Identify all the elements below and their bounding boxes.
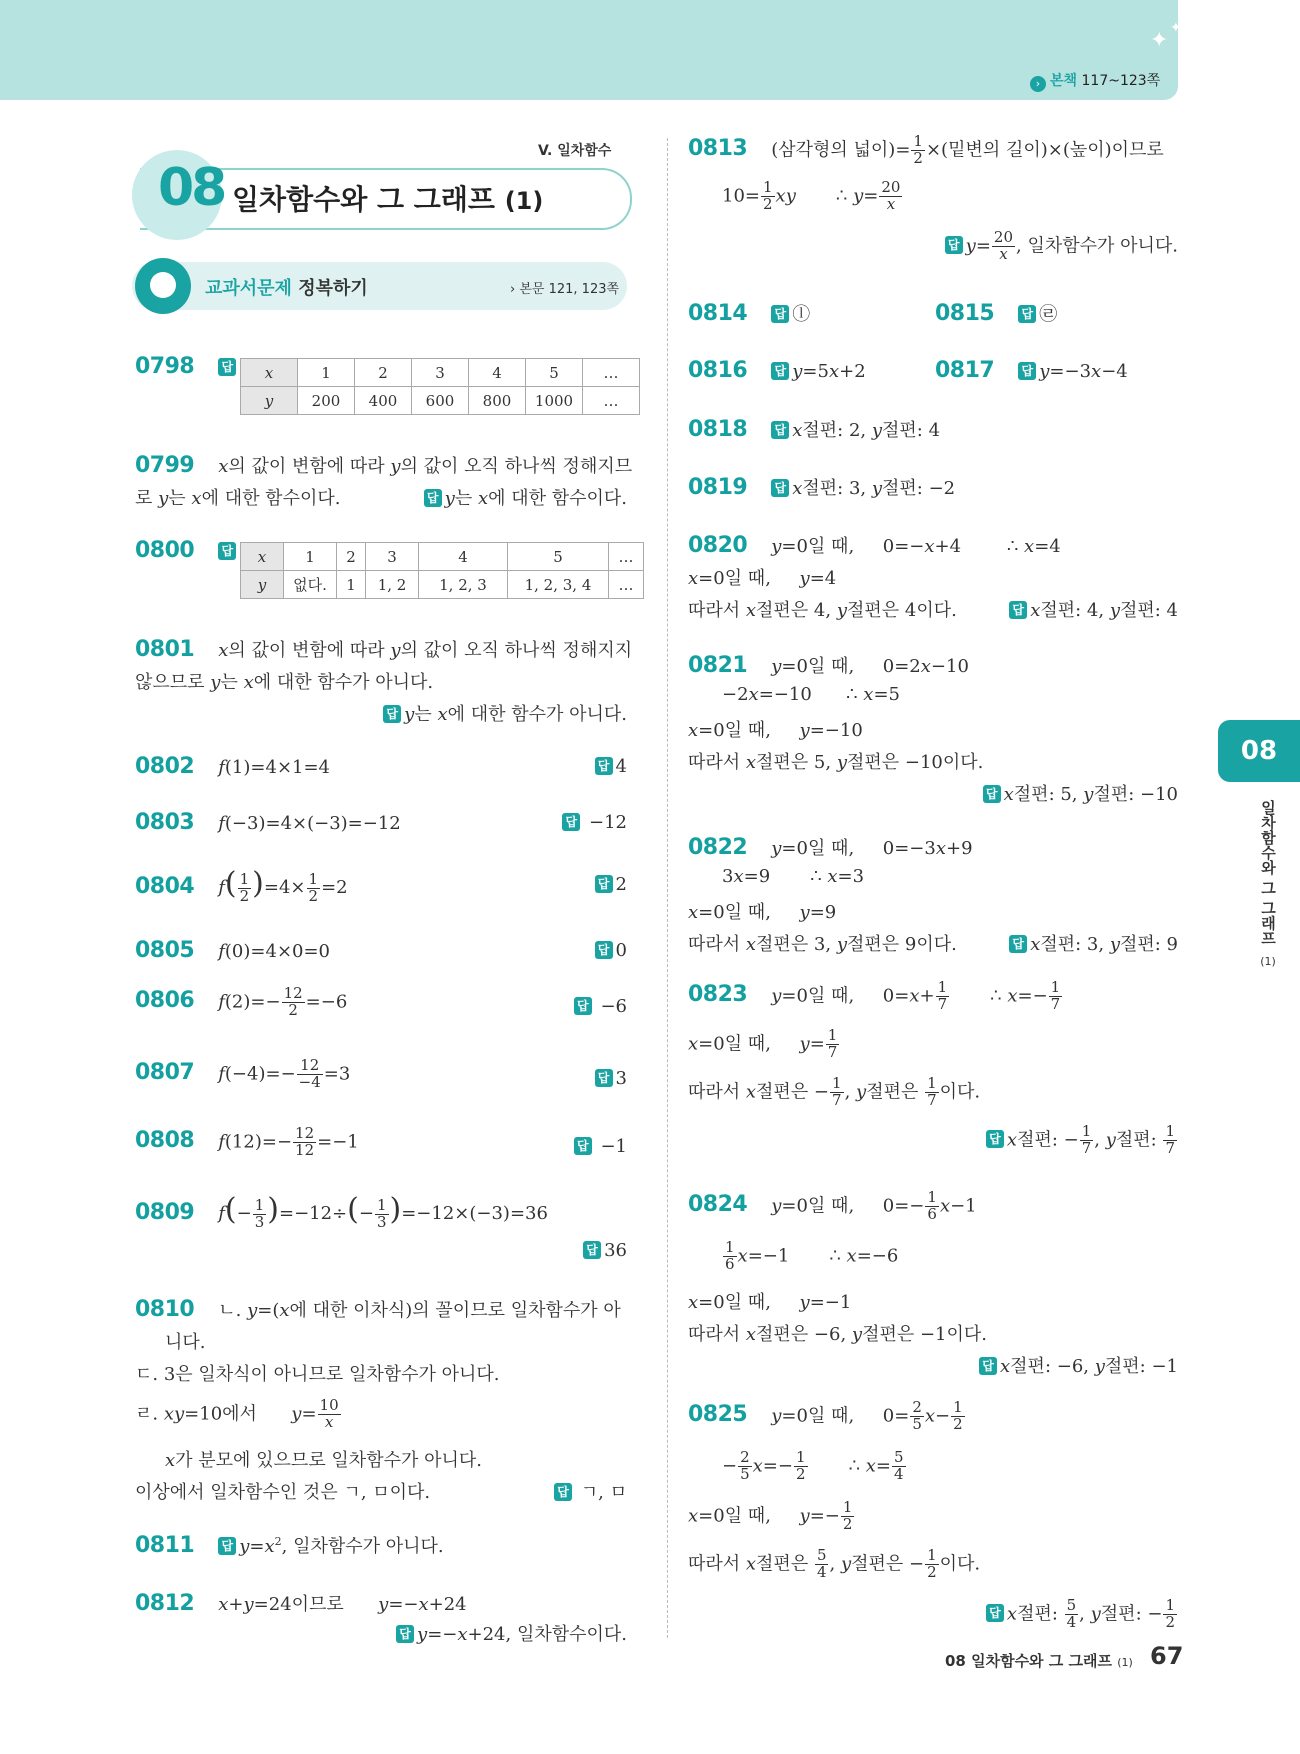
answer-0802: 답 4 xyxy=(500,756,627,777)
answer-0810: 답 ㄱ, ㅁ xyxy=(500,1478,627,1504)
chapter-number: 08 xyxy=(158,158,225,218)
problem-0798: 0798 답 xyxy=(135,354,239,379)
problem-0821-line4: 따라서 x절편은 5, y절편은 −10이다. xyxy=(688,752,984,773)
answer-0820: 답 x절편: 4, y절편: 4 xyxy=(960,596,1178,622)
table-0800-grid: x 1 2 3 4 5 … y 없다. 1 1, 2 1, 2, 3 1, 2, 3, 4 … xyxy=(240,542,644,599)
problem-0813-line2: 10= $\frac{1}{2}$ xy ∴ y= $\frac{20}{x}$ xyxy=(722,178,901,213)
sparkle-icon: ✦ xyxy=(1170,20,1182,36)
answer-0807: 답 3 xyxy=(500,1068,627,1089)
answer-0799: 답 y는 x에 대한 함수이다. xyxy=(380,484,627,510)
answer-0821: 답 x절편: 5, y절편: −10 xyxy=(930,780,1178,806)
answer-0804: 답 2 xyxy=(500,874,627,895)
problem-0807: 0807 f(−4)=− $\frac{12}{-4}$ =3 xyxy=(135,1056,351,1091)
problem-0808: 0808 f(12)=− $\frac{12}{12}$ =−1 xyxy=(135,1124,359,1159)
problem-0810-line2: 니다. xyxy=(165,1332,206,1353)
problem-0809: 0809 f(− $\frac{1}{3}$ )=−12÷(− $\frac{1}{3}$ )=−12×(−3)=36 xyxy=(135,1192,548,1231)
answer-0824: 답 x절편: −6, y절편: −1 xyxy=(930,1352,1178,1378)
problem-0803: 0803 f(−3)=4×(−3)=−12 xyxy=(135,810,401,835)
problem-0811: 0811 답 $y=x^2$, 일차함수가 아니다. xyxy=(135,1533,444,1558)
table-0800 xyxy=(240,542,644,599)
problem-0821-line2: −2x=−10 ∴ x=5 xyxy=(722,684,900,705)
problem-0806: 0806 f(2)=− $\frac{12}{2}$ =−6 xyxy=(135,984,348,1019)
problem-0799: 0799 x의 값이 변함에 따라 y의 값이 오직 하나씩 정해지므 xyxy=(135,453,633,478)
section-ref: › 본문 121, 123쪽 xyxy=(510,282,620,297)
answer-0801: 답 y는 x에 대한 함수가 아니다. xyxy=(330,700,627,726)
problem-0823-line3: 따라서 x절편은 − $\frac{1}{7}$ , y절편은 $\frac{1}{7}$ 이다. xyxy=(688,1074,981,1109)
problem-0822-line2: 3x=9 ∴ x=3 xyxy=(722,866,865,887)
chapter-side-tab: 08 xyxy=(1218,720,1300,782)
problem-0812: 0812 x+y=24이므로 y=−x+24 xyxy=(135,1591,467,1616)
problem-0813: 0813 (삼각형의 넓이)= $\frac{1}{2}$ ×(밑변의 길이)×(높이)이므로 xyxy=(688,132,1164,167)
table-0798 xyxy=(240,358,640,415)
problem-0810-line5: x가 분모에 있으므로 일차함수가 아니다. xyxy=(165,1450,482,1471)
page-number: 67 xyxy=(1150,1642,1184,1670)
answer-0825: 답 x절편: $\frac{5}{4}$ , y절편: − $\frac{1}{2}$ xyxy=(930,1598,1178,1631)
problem-0805: 0805 f(0)=4×0=0 xyxy=(135,938,331,963)
problem-0819: 0819 답 x절편: 3, y절편: −2 xyxy=(688,475,956,500)
sparkle-icon: ✦ xyxy=(1150,28,1169,53)
problem-0824-line2: $\frac{1}{6}$ x=−1 ∴ x=−6 xyxy=(725,1238,899,1273)
unit-label: V. 일차함수 xyxy=(538,143,612,159)
problem-0799-line2: 로 y는 x에 대한 함수이다. xyxy=(135,488,341,509)
problem-0823: 0823 y=0일 때, 0=x+ $\frac{1}{7}$ ∴ x=− $\frac{1}{7}$ xyxy=(688,978,1061,1013)
problem-0818: 0818 답 x절편: 2, y절편: 4 xyxy=(688,417,941,442)
answer-0822: 답 x절편: 3, y절편: 9 xyxy=(960,930,1178,956)
problem-0800: 0800 답 xyxy=(135,538,239,563)
problem-0814: 0814 답 ⓛ xyxy=(688,301,811,326)
problem-0820: 0820 y=0일 때, 0=−x+4 ∴ x=4 xyxy=(688,533,1061,558)
problem-0823-line2: x=0일 때, y= $\frac{1}{7}$ xyxy=(688,1026,838,1061)
footer-chapter: 08 일차함수와 그 그래프 (1) xyxy=(945,1652,1133,1670)
problem-0822-line4: 따라서 x절편은 3, y절편은 9이다. xyxy=(688,934,957,955)
answer-0813: 답 y= $\frac{20}{x}$ , 일차함수가 아니다. xyxy=(880,230,1178,263)
table-0798-grid: x 1 2 3 4 5 … y 200 400 600 800 1000 … xyxy=(240,358,640,415)
page-reference: › 본책 117~123쪽 xyxy=(1030,70,1160,92)
problem-0801-line2: 않으므로 y는 x에 대한 함수가 아니다. xyxy=(135,672,434,693)
problem-0825-line4: 따라서 x절편은 $\frac{5}{4}$ , y절편은 − $\frac{1}{2}$ 이다. xyxy=(688,1546,981,1581)
problem-0821: 0821 y=0일 때, 0=2x−10 xyxy=(688,653,969,678)
answer-0808: 답 −1 xyxy=(500,1136,627,1157)
problem-0822-line3: x=0일 때, y=9 xyxy=(688,902,837,923)
problem-0802: 0802 f(1)=4×1=4 xyxy=(135,754,331,779)
problem-0816: 0816 답 y=5x+2 xyxy=(688,358,866,383)
answer-0809: 답 36 xyxy=(500,1240,627,1261)
answer-0805: 답 0 xyxy=(500,940,627,961)
problem-0825: 0825 y=0일 때, 0= $\frac{2}{5}$ x− $\frac{1}{2}$ xyxy=(688,1398,963,1433)
top-band xyxy=(0,0,1178,100)
problem-0825-line2: − $\frac{2}{5}$ x=− $\frac{1}{2}$ ∴ x= $\frac{5}{4}$ xyxy=(722,1448,904,1483)
problem-0824-line4: 따라서 x절편은 −6, y절편은 −1이다. xyxy=(688,1324,988,1345)
problem-0825-line3: x=0일 때, y=− $\frac{1}{2}$ xyxy=(688,1498,853,1533)
answer-0812: 답 y=−x+24, 일차함수이다. xyxy=(330,1620,627,1646)
arrow-icon: › xyxy=(1030,76,1046,92)
problem-0817: 0817 답 y=−3x−4 xyxy=(935,358,1128,383)
answer-0803: 답 −12 xyxy=(500,812,627,833)
column-divider xyxy=(667,138,668,1638)
problem-0824-line3: x=0일 때, y=−1 xyxy=(688,1292,852,1313)
problem-0822: 0822 y=0일 때, 0=−3x+9 xyxy=(688,835,973,860)
problem-0810-line6: 이상에서 일차함수인 것은 ㄱ, ㅁ이다. xyxy=(135,1482,431,1503)
problem-0804: 0804 f( $\frac{1}{2}$ )=4× $\frac{1}{2}$ =2 xyxy=(135,866,348,905)
problem-0801: 0801 x의 값이 변함에 따라 y의 값이 오직 하나씩 정해지지 xyxy=(135,637,633,662)
chapter-title: 일차함수와 그 그래프 (1) xyxy=(232,183,544,216)
problem-0820-line2: x=0일 때, y=4 xyxy=(688,568,837,589)
section-title: 교과서문제 정복하기 xyxy=(205,278,368,299)
answer-0806: 답 −6 xyxy=(500,996,627,1017)
mascot-face-icon xyxy=(150,272,176,298)
answer-0823: 답 x절편: − $\frac{1}{7}$ , y절편: $\frac{1}{7}$ xyxy=(930,1124,1178,1157)
problem-0824: 0824 y=0일 때, 0=− $\frac{1}{6}$ x−1 xyxy=(688,1188,977,1223)
chapter-side-label: 일차함수와 그 그래프 (1) xyxy=(1259,800,1277,969)
problem-0815: 0815 답 ㉣ xyxy=(935,301,1058,326)
problem-0810-line4: ㄹ. xy=10에서 y= $\frac{10}{x}$ xyxy=(135,1396,339,1431)
problem-0810-line3: ㄷ. 3은 일차식이 아니므로 일차함수가 아니다. xyxy=(135,1364,500,1385)
problem-0820-line3: 따라서 x절편은 4, y절편은 4이다. xyxy=(688,600,957,621)
problem-0810: 0810 ㄴ. y=(x에 대한 이차식)의 꼴이므로 일차함수가 아 xyxy=(135,1297,621,1322)
problem-0821-line3: x=0일 때, y=−10 xyxy=(688,720,863,741)
